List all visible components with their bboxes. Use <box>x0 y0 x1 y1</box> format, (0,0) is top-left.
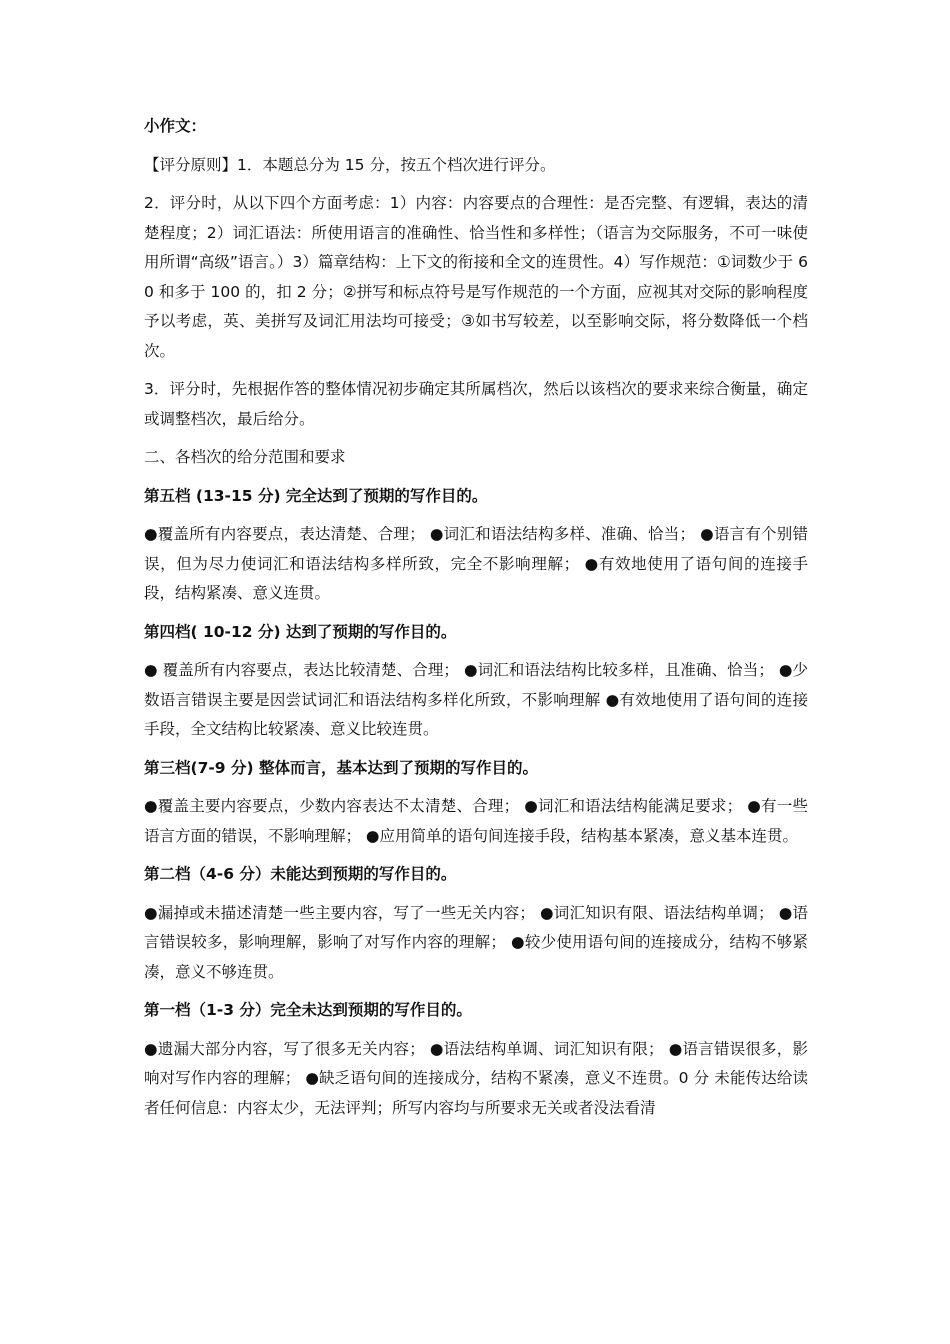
level-5-heading: 第五档 (13-15 分) 完全达到了预期的写作目的。 <box>144 486 488 505</box>
document-page <box>144 112 808 1132</box>
scoring-principle-1: 【评分原则】1．本题总分为 15 分，按五个档次进行评分。 <box>144 155 556 174</box>
level-1-body: ●遗漏大部分内容，写了很多无关内容； ●语法结构单调、词汇知识有限； ●语言错误很多，影响对写作内容的理解； ●缺乏语句间的连接成分，结构不紧凑，意义不连贯。0 分 未能传达给读者任何信息：内容太少，无法评判；所写内容均与所要求无关或者没法看清 <box>144 1039 808 1117</box>
level-2-heading: 第二档（4-6 分）未能达到预期的写作目的。 <box>144 865 457 883</box>
level-2-body: ●漏掉或未描述清楚一些主要内容，写了一些无关内容； ●词汇知识有限、语法结构单调； ●语言错误较多，影响理解，影响了对写作内容的理解； ●较少使用语句间的连接成分，结构不够紧凑，意义不够连贯。 <box>144 903 808 981</box>
level-5-body: ●覆盖所有内容要点，表达清楚、合理； ●词汇和语法结构多样、准确、恰当； ●语言有个别错误，但为尽力使词汇和语法结构多样所致，完全不影响理解； ●有效地使用了语句间的连接手段，结构紧凑、意义连贯。 <box>144 525 808 602</box>
scoring-principle-2: 2．评分时，从以下四个方面考虑：1）内容：内容要点的合理性：是否完整、有逻辑，表达的清楚程度；2）词汇语法：所使用语言的准确性、恰当性和多样性；（语言为交际服务，不可一味使用所谓“高级”语言。）3）篇章结构：上下文的衔接和全文的连贯性。4）写作规范：①词数少于 60 和多于 100 的，扣 2 分；②拼写和标点符号是写作规范的一个方面，应视其对交际的影响程度予以考虑，英、美拼写及词汇用法均可接受；③如书写较差，以至影响交际，将分数降低一个档次。 <box>144 194 808 360</box>
document-title: 小作文： <box>144 117 207 135</box>
section-heading: 二、各档次的给分范围和要求 <box>144 448 346 466</box>
level-3-heading: 第三档(7-9 分) 整体而言，基本达到了预期的写作目的。 <box>144 758 538 777</box>
scoring-principle-3: 3．评分时，先根据作答的整体情况初步确定其所属档次，然后以该档次的要求来综合衡量，确定或调整档次，最后给分。 <box>144 380 808 428</box>
level-3-body: ●覆盖主要内容要点，少数内容表达不太清楚、合理； ●词汇和语法结构能满足要求； ●有一些语言方面的错误，不影响理解； ●应用简单的语句间连接手段，结构基本紧凑，意义基本连贯。 <box>144 797 808 845</box>
level-4-heading: 第四档( 10-12 分) 达到了预期的写作目的。 <box>144 622 457 641</box>
level-4-body: ● 覆盖所有内容要点，表达比较清楚、合理； ●词汇和语法结构比较多样，且准确、恰当； ●少数语言错误主要是因尝试词汇和语法结构多样化所致，不影响理解 ●有效地使用了语句间的连接手段，全文结构比较紧凑、意义比较连贯。 <box>144 661 808 738</box>
level-1-heading: 第一档（1-3 分）完全未达到预期的写作目的。 <box>144 1001 472 1019</box>
